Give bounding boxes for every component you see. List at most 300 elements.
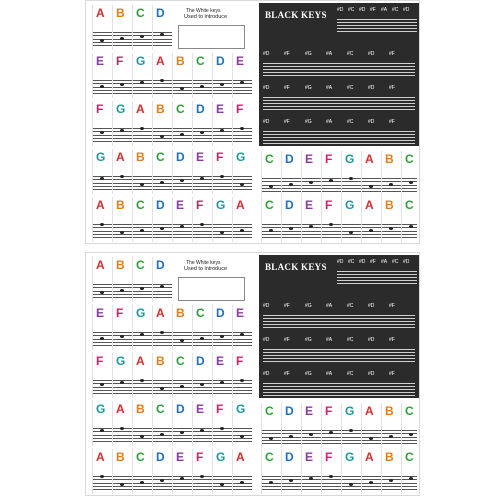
key-sticker (341, 151, 360, 196)
key-letter: G (116, 102, 126, 116)
black-keys-row-3 (263, 119, 415, 129)
key-letter: D (285, 450, 294, 464)
key-sticker (92, 197, 111, 242)
black-key-label: #D (368, 303, 375, 309)
key-letter: D (196, 102, 205, 116)
note-head-icon (180, 87, 184, 90)
black-key-label: #A (326, 337, 333, 343)
black-key-label: #C (348, 259, 355, 265)
key-letter: F (216, 402, 224, 416)
black-keys-row-3 (263, 371, 415, 381)
key-sticker (341, 449, 360, 494)
key-letter: C (136, 6, 145, 20)
note-head-icon (240, 183, 244, 186)
key-sticker (172, 401, 191, 446)
black-key-label: #F (389, 303, 395, 309)
key-letter: D (156, 198, 165, 212)
note-head-icon (240, 127, 244, 130)
key-sticker (192, 149, 211, 194)
key-sticker (152, 401, 171, 446)
note-head-icon (180, 339, 184, 342)
note-head-icon (289, 227, 293, 230)
note-head-icon (100, 223, 104, 226)
black-key-label: #A (381, 259, 388, 265)
note-head-icon (140, 379, 144, 382)
key-sticker (152, 53, 171, 98)
black-keys-top-row (337, 259, 417, 269)
staff-lines (263, 383, 415, 395)
black-key-label: #A (326, 51, 333, 57)
key-letter: E (176, 450, 185, 464)
key-letter: D (156, 258, 165, 272)
note-head-icon (100, 39, 104, 42)
key-letter: F (116, 306, 124, 320)
key-sticker (152, 197, 171, 242)
key-letter: G (96, 402, 106, 416)
black-keys-row-1 (263, 51, 415, 61)
note-head-icon (220, 381, 224, 384)
key-letter: C (405, 152, 414, 166)
note-head-icon (309, 433, 313, 436)
key-letter: C (156, 402, 165, 416)
note-head-icon (180, 385, 184, 388)
black-key-label: #D (263, 371, 270, 377)
note-head-icon (120, 231, 124, 234)
key-letter: A (116, 402, 125, 416)
note-head-icon (140, 333, 144, 336)
key-sticker (381, 403, 400, 448)
black-key-label: #D (263, 119, 270, 125)
key-sticker (192, 353, 211, 398)
key-sticker (152, 101, 171, 146)
key-sticker (112, 305, 131, 350)
note-head-icon (120, 483, 124, 486)
black-key-label: #C (392, 259, 399, 265)
note-head-icon (389, 435, 393, 438)
black-key-label: #F (389, 337, 395, 343)
staff-lines (337, 271, 417, 283)
note-head-icon (140, 287, 144, 290)
black-keys-top-row (337, 7, 417, 17)
key-letter: A (136, 102, 145, 116)
note-head-icon (200, 383, 204, 386)
key-sticker (192, 401, 211, 446)
key-letter: C (265, 198, 274, 212)
key-letter: D (216, 54, 225, 68)
key-letter: A (236, 198, 245, 212)
black-key-label: #D (263, 303, 270, 309)
note-head-icon (180, 431, 184, 434)
key-letter: A (365, 450, 374, 464)
key-sticker (192, 53, 211, 98)
black-key-label: #D (359, 259, 366, 265)
key-sticker (261, 197, 280, 242)
white-keys-panel (86, 253, 256, 495)
key-letter: B (156, 102, 165, 116)
key-sticker (172, 53, 191, 98)
key-letter: A (136, 354, 145, 368)
black-key-label: #D (359, 7, 366, 13)
key-sticker (132, 353, 151, 398)
key-letter: D (176, 402, 185, 416)
key-sticker (261, 151, 280, 196)
key-sticker (172, 149, 191, 194)
note-head-icon (200, 85, 204, 88)
note-head-icon (409, 433, 413, 436)
key-letter: A (116, 150, 125, 164)
white-row-5 (92, 449, 252, 495)
key-letter: B (116, 258, 125, 272)
key-sticker (152, 149, 171, 194)
black-key-label: #C (392, 7, 399, 13)
key-sticker (92, 449, 111, 494)
note-head-icon (120, 289, 124, 292)
key-sticker (172, 101, 191, 146)
key-letter: D (285, 152, 294, 166)
note-head-icon (160, 79, 164, 82)
key-letter: B (176, 54, 185, 68)
black-key-label: #C (347, 371, 354, 377)
key-sticker (172, 197, 191, 242)
note-head-icon (140, 435, 144, 438)
key-sticker (381, 449, 400, 494)
white-row-3 (92, 353, 252, 399)
right-white-keys-panel (259, 149, 419, 243)
note-head-icon (329, 475, 333, 478)
white-keys-legend-table (178, 25, 245, 49)
key-sticker (112, 257, 131, 302)
note-head-icon (140, 35, 144, 38)
key-sticker (232, 101, 251, 146)
black-key-label: #F (370, 7, 376, 13)
note-head-icon (369, 437, 373, 440)
staff-lines (263, 349, 415, 361)
staff-lines (263, 63, 415, 75)
note-head-icon (100, 429, 104, 432)
note-head-icon (369, 481, 373, 484)
key-sticker (172, 353, 191, 398)
key-sticker (361, 449, 380, 494)
key-sticker (321, 197, 340, 242)
key-sticker (212, 401, 231, 446)
key-letter: C (405, 450, 414, 464)
key-letter: E (216, 102, 225, 116)
key-sticker (112, 449, 131, 494)
key-letter: G (345, 198, 355, 212)
right-row-2 (261, 197, 417, 243)
black-keys-row-2 (263, 337, 415, 347)
key-sticker (92, 257, 111, 302)
black-key-label: #A (381, 7, 388, 13)
key-letter: E (305, 404, 314, 418)
key-sticker (92, 149, 111, 194)
key-sticker (321, 151, 340, 196)
note-head-icon (200, 337, 204, 340)
black-keys-panel (259, 3, 419, 146)
key-letter: B (136, 150, 145, 164)
key-letter: C (405, 198, 414, 212)
key-letter: G (236, 402, 246, 416)
key-sticker (112, 5, 131, 50)
note-head-icon (289, 479, 293, 482)
key-letter: E (236, 306, 245, 320)
black-key-label: #A (326, 119, 333, 125)
sticker-sheet-1 (85, 0, 420, 244)
key-sticker (341, 403, 360, 448)
key-letter: F (325, 404, 333, 418)
black-key-label: #G (305, 303, 312, 309)
note-head-icon (220, 175, 224, 178)
black-key-label: #C (347, 303, 354, 309)
key-letter: C (136, 258, 145, 272)
note-head-icon (140, 81, 144, 84)
black-key-label: #G (305, 371, 312, 377)
key-letter: C (196, 306, 205, 320)
note-head-icon (200, 223, 204, 226)
key-letter: F (196, 450, 204, 464)
key-letter: E (236, 54, 245, 68)
note-head-icon (120, 427, 124, 430)
note-head-icon (140, 127, 144, 130)
key-letter: G (216, 198, 226, 212)
black-key-label: #G (305, 119, 312, 125)
key-letter: G (345, 152, 355, 166)
note-head-icon (240, 333, 244, 336)
black-key-label: #D (337, 259, 344, 265)
black-key-label: #C (347, 337, 354, 343)
key-sticker (401, 403, 420, 448)
note-head-icon (220, 427, 224, 430)
key-sticker (232, 449, 251, 494)
key-sticker (401, 449, 420, 494)
key-letter: D (216, 306, 225, 320)
sticker-sheet-2 (85, 252, 420, 496)
key-sticker (232, 305, 251, 350)
black-key-label: #F (389, 51, 395, 57)
key-letter: B (176, 306, 185, 320)
key-letter: F (236, 102, 244, 116)
note-head-icon (369, 185, 373, 188)
key-letter: C (136, 198, 145, 212)
black-keys-row-2 (263, 85, 415, 95)
note-head-icon (329, 179, 333, 182)
note-head-icon (269, 437, 273, 440)
key-sticker (321, 403, 340, 448)
key-letter: F (96, 354, 104, 368)
white-keys-subtitle: Used to introduce (184, 14, 228, 20)
black-key-label: #F (284, 337, 290, 343)
key-letter: A (365, 404, 374, 418)
right-row-1 (261, 151, 417, 197)
black-key-label: #D (263, 337, 270, 343)
key-sticker (232, 149, 251, 194)
key-sticker (132, 257, 151, 302)
black-key-label: #C (347, 51, 354, 57)
note-head-icon (180, 477, 184, 480)
note-head-icon (240, 229, 244, 232)
note-head-icon (160, 181, 164, 184)
key-sticker (132, 197, 151, 242)
white-keys-title: The White keys (186, 8, 221, 14)
key-letter: F (116, 54, 124, 68)
key-sticker (301, 197, 320, 242)
key-sticker (132, 53, 151, 98)
white-row-4 (92, 149, 252, 195)
black-key-label: #G (305, 85, 312, 91)
key-letter: F (325, 198, 333, 212)
note-head-icon (100, 383, 104, 386)
note-head-icon (329, 431, 333, 434)
black-key-label: #D (368, 371, 375, 377)
key-sticker (92, 5, 111, 50)
note-head-icon (289, 435, 293, 438)
key-sticker (301, 449, 320, 494)
key-letter: A (96, 198, 105, 212)
key-letter: E (216, 354, 225, 368)
key-letter: A (156, 54, 165, 68)
key-letter: E (305, 198, 314, 212)
key-sticker (92, 353, 111, 398)
note-head-icon (240, 481, 244, 484)
right-row-1 (261, 403, 417, 449)
key-sticker (192, 101, 211, 146)
key-sticker (212, 305, 231, 350)
white-row-5 (92, 197, 252, 243)
key-letter: D (156, 6, 165, 20)
key-sticker (212, 101, 231, 146)
note-head-icon (180, 133, 184, 136)
key-sticker (112, 197, 131, 242)
key-sticker (281, 151, 300, 196)
note-head-icon (240, 81, 244, 84)
key-letter: B (136, 402, 145, 416)
note-head-icon (200, 131, 204, 134)
black-key-label: #C (347, 85, 354, 91)
note-head-icon (269, 229, 273, 232)
key-letter: G (116, 354, 126, 368)
right-row-2 (261, 449, 417, 495)
key-letter: E (196, 402, 205, 416)
key-sticker (212, 197, 231, 242)
note-head-icon (100, 177, 104, 180)
note-head-icon (349, 177, 353, 180)
key-letter: G (96, 150, 106, 164)
note-head-icon (160, 285, 164, 288)
key-sticker (301, 151, 320, 196)
note-head-icon (389, 479, 393, 482)
key-letter: B (116, 450, 125, 464)
key-sticker (132, 449, 151, 494)
key-sticker (152, 449, 171, 494)
key-letter: F (216, 150, 224, 164)
black-key-label: #D (368, 85, 375, 91)
black-key-label: #G (305, 51, 312, 57)
key-sticker (401, 151, 420, 196)
white-keys-panel (86, 1, 256, 243)
key-sticker (112, 401, 131, 446)
note-head-icon (240, 435, 244, 438)
note-head-icon (269, 185, 273, 188)
note-head-icon (349, 483, 353, 486)
note-head-icon (160, 387, 164, 390)
black-key-label: #D (368, 337, 375, 343)
white-row-1 (92, 5, 172, 51)
key-sticker (172, 449, 191, 494)
key-letter: A (96, 258, 105, 272)
key-sticker (132, 305, 151, 350)
black-keys-row-1 (263, 303, 415, 313)
key-letter: B (385, 152, 394, 166)
black-key-label: #C (347, 119, 354, 125)
white-row-3 (92, 101, 252, 147)
note-head-icon (349, 231, 353, 234)
note-head-icon (220, 83, 224, 86)
key-letter: E (305, 450, 314, 464)
note-head-icon (140, 183, 144, 186)
key-letter: A (96, 6, 105, 20)
key-sticker (261, 403, 280, 448)
key-sticker (361, 151, 380, 196)
note-head-icon (140, 481, 144, 484)
key-letter: C (156, 150, 165, 164)
key-letter: B (116, 198, 125, 212)
white-row-2 (92, 305, 252, 351)
note-head-icon (180, 225, 184, 228)
key-letter: A (365, 152, 374, 166)
note-head-icon (200, 429, 204, 432)
black-key-label: #C (348, 7, 355, 13)
key-letter: D (196, 354, 205, 368)
black-key-label: #D (263, 85, 270, 91)
note-head-icon (140, 229, 144, 232)
note-head-icon (180, 179, 184, 182)
note-head-icon (329, 223, 333, 226)
key-letter: G (345, 404, 355, 418)
key-sticker (112, 149, 131, 194)
key-letter: F (96, 102, 104, 116)
key-sticker (212, 353, 231, 398)
key-letter: F (196, 198, 204, 212)
key-letter: G (236, 150, 246, 164)
black-key-label: #F (284, 85, 290, 91)
key-letter: C (136, 450, 145, 464)
key-sticker (212, 149, 231, 194)
note-head-icon (100, 291, 104, 294)
note-head-icon (160, 227, 164, 230)
key-sticker (192, 449, 211, 494)
note-head-icon (349, 429, 353, 432)
note-head-icon (120, 335, 124, 338)
key-letter: E (176, 198, 185, 212)
key-sticker (232, 353, 251, 398)
black-key-label: #D (368, 119, 375, 125)
key-letter: E (96, 306, 105, 320)
black-key-label: #A (326, 85, 333, 91)
note-head-icon (100, 131, 104, 134)
key-letter: A (236, 450, 245, 464)
note-head-icon (309, 181, 313, 184)
note-head-icon (100, 475, 104, 478)
key-letter: G (216, 450, 226, 464)
note-head-icon (409, 477, 413, 480)
key-sticker (341, 197, 360, 242)
key-letter: G (136, 306, 146, 320)
key-sticker (281, 403, 300, 448)
key-letter: D (285, 198, 294, 212)
black-key-label: #F (284, 51, 290, 57)
key-letter: B (116, 6, 125, 20)
note-head-icon (240, 379, 244, 382)
